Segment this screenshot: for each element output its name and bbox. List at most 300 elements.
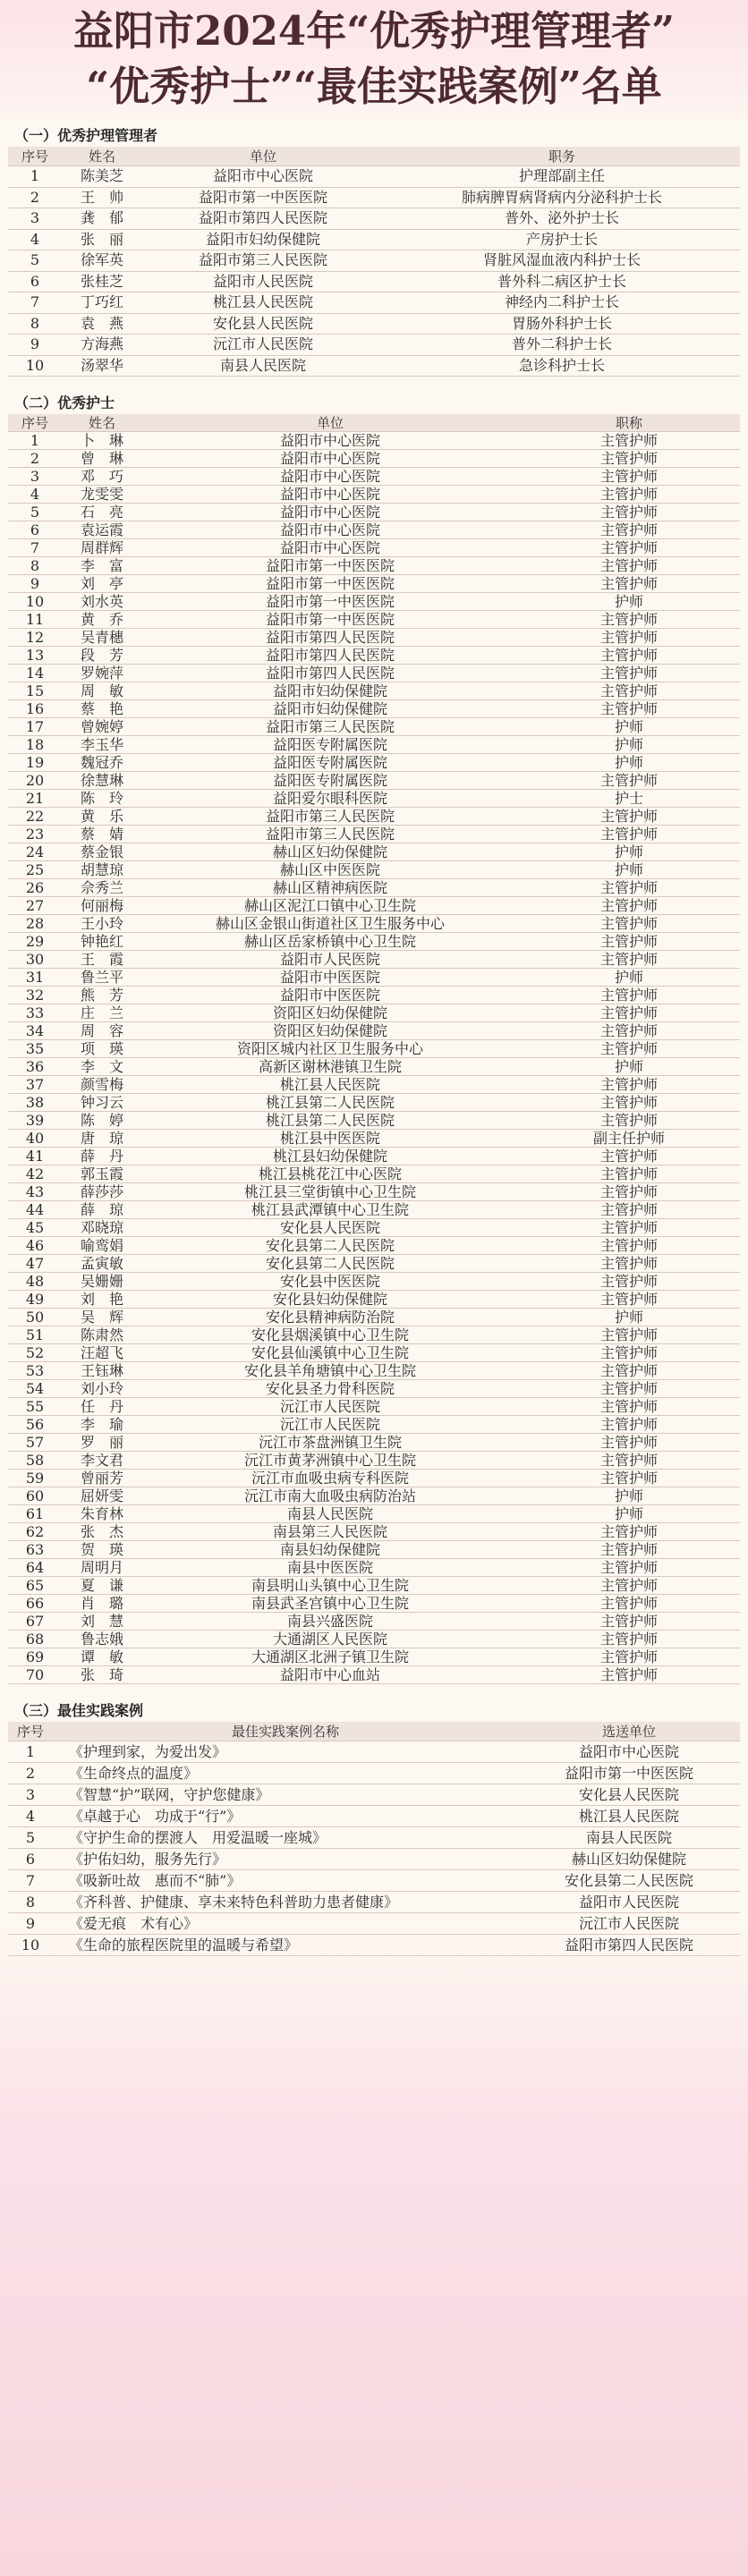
table-cell: 55: [8, 1398, 62, 1416]
table-cell: 护师: [518, 969, 740, 987]
table-cell: 何丽梅: [62, 897, 142, 915]
page-title-line2: “优秀护士”“最佳实践案例”名单: [86, 63, 662, 110]
table-row: [8, 450, 740, 468]
table-cell: 黄 乐: [62, 808, 142, 826]
table-row: [8, 593, 740, 611]
table-cell: 周群辉: [62, 539, 142, 557]
table-cell: 益阳市人民医院: [518, 1892, 740, 1913]
table-cell: 40: [8, 1130, 62, 1148]
table-row: [8, 933, 740, 951]
table-cell: 1: [8, 1741, 53, 1763]
table-cell: 30: [8, 951, 62, 969]
table-cell: 资阳区城内社区卫生服务中心: [142, 1040, 518, 1058]
table-cell: 沅江市黄茅洲镇中心卫生院: [142, 1452, 518, 1470]
table-row: [8, 1763, 740, 1784]
table-row: [8, 1058, 740, 1076]
table-row: [8, 229, 740, 250]
table-row: [8, 682, 740, 700]
table-row: [8, 313, 740, 335]
table-cell: 大通湖区人民医院: [142, 1631, 518, 1648]
table-row: [8, 808, 740, 826]
table-cell: 5: [8, 250, 62, 272]
table-cell: 龙雯雯: [62, 486, 142, 504]
table-cell: 夏 谦: [62, 1577, 142, 1595]
table-cell: 39: [8, 1112, 62, 1130]
table-row: [8, 772, 740, 790]
table-cell: 6: [8, 1849, 53, 1870]
table-cell: 主管护师: [518, 700, 740, 718]
table-cell: 主管护师: [518, 539, 740, 557]
table-row: [8, 1237, 740, 1255]
table-row: [8, 1094, 740, 1112]
table-cell: 56: [8, 1416, 62, 1434]
table-row: [8, 1183, 740, 1201]
table-cell: 3: [8, 208, 62, 230]
table-cell: 郭玉霞: [62, 1165, 142, 1183]
table-cell: 《齐科普、护健康、享未来特色科普助力患者健康》: [53, 1892, 518, 1913]
table-cell: 南县兴盛医院: [142, 1613, 518, 1631]
table-row: [8, 1806, 740, 1827]
table-cell: 32: [8, 987, 62, 1004]
table-cell: 卜 琳: [62, 432, 142, 450]
table-row: [8, 861, 740, 879]
table-cell: 益阳市第一中医医院: [142, 575, 518, 593]
table-cell: 安化县第二人民医院: [142, 1255, 518, 1273]
table-cell: 李 瑜: [62, 1416, 142, 1434]
background-band: [0, 1923, 748, 2576]
table-cell: 主管护师: [518, 557, 740, 575]
table-cell: 益阳市第三人民医院: [142, 718, 518, 736]
table-row: [8, 1935, 740, 1956]
table-cell: 主管护师: [518, 1022, 740, 1040]
table-cell: 熊 芳: [62, 987, 142, 1004]
table-cell: 护师: [518, 1505, 740, 1523]
table-cell: 28: [8, 915, 62, 933]
table-cell: 43: [8, 1183, 62, 1201]
table-cell: 主管护师: [518, 1470, 740, 1487]
table-row: [8, 665, 740, 682]
table-row: [8, 1827, 740, 1849]
table-cell: 50: [8, 1309, 62, 1326]
table-cell: 赫山区泥江口镇中心卫生院: [142, 897, 518, 915]
table-cell: 主管护师: [518, 504, 740, 521]
nurses-table: [8, 414, 740, 1684]
table-cell: 鲁兰平: [62, 969, 142, 987]
table-cell: 魏冠乔: [62, 754, 142, 772]
table-cell: 张 杰: [62, 1523, 142, 1541]
table-cell: 主管护师: [518, 1577, 740, 1595]
table-cell: 1: [8, 432, 62, 450]
table-cell: 王小玲: [62, 915, 142, 933]
table-row: [8, 1130, 740, 1148]
table-cell: 沅江市人民医院: [142, 1416, 518, 1434]
table-cell: 刘 慧: [62, 1613, 142, 1631]
table-cell: 10: [8, 1935, 53, 1956]
table-cell: 8: [8, 1892, 53, 1913]
table-cell: 9: [8, 1913, 53, 1935]
table-cell: 主管护师: [518, 1165, 740, 1183]
table-cell: 李 富: [62, 557, 142, 575]
table-cell: 安化县人民医院: [518, 1784, 740, 1806]
title-banner: [0, 0, 748, 125]
table-cell: 桃江县桃花江中心医院: [142, 1165, 518, 1183]
table-cell: 佘秀兰: [62, 879, 142, 897]
table-cell: 益阳医专附属医院: [142, 772, 518, 790]
table-row: [8, 879, 740, 897]
table-cell: 大通湖区北洲子镇卫生院: [142, 1648, 518, 1666]
table-cell: 22: [8, 808, 62, 826]
table-cell: 31: [8, 969, 62, 987]
table-cell: 薛 丹: [62, 1148, 142, 1165]
table-cell: 主管护师: [518, 1219, 740, 1237]
table-cell: 主管护师: [518, 1004, 740, 1022]
table-cell: 益阳市第一中医医院: [518, 1763, 740, 1784]
table-cell: 桃江县人民医院: [518, 1806, 740, 1827]
table-row: [8, 1076, 740, 1094]
table-row: [8, 629, 740, 647]
table-cell: 张桂芝: [62, 271, 142, 292]
table-row: [8, 1849, 740, 1870]
table-cell: 51: [8, 1326, 62, 1344]
table-row: [8, 1741, 740, 1763]
table-cell: 方海燕: [62, 335, 142, 356]
table-row: [8, 915, 740, 933]
table-cell: 4: [8, 229, 62, 250]
table-cell: 主管护师: [518, 1613, 740, 1631]
table-cell: 薛 琼: [62, 1201, 142, 1219]
table-row: [8, 1326, 740, 1344]
table-cell: 主管护师: [518, 1148, 740, 1165]
table-cell: 桃江县武潭镇中心卫生院: [142, 1201, 518, 1219]
table-cell: 沅江市人民医院: [518, 1913, 740, 1935]
table-cell: 护师: [518, 1058, 740, 1076]
table-cell: 主管护师: [518, 1326, 740, 1344]
column-header: 序号: [8, 414, 62, 432]
table-cell: 吴姗姗: [62, 1273, 142, 1291]
table-cell: 安化县圣力骨科医院: [142, 1380, 518, 1398]
table-cell: 24: [8, 843, 62, 861]
table-row: [8, 1559, 740, 1577]
table-cell: 朱育林: [62, 1505, 142, 1523]
table-cell: 主管护师: [518, 1255, 740, 1273]
table-cell: 桃江县第二人民医院: [142, 1112, 518, 1130]
table-cell: 赫山区金银山街道社区卫生服务中心: [142, 915, 518, 933]
column-header: 姓名: [62, 414, 142, 432]
table-cell: 25: [8, 861, 62, 879]
table-cell: 主管护师: [518, 575, 740, 593]
table-cell: 罗 丽: [62, 1434, 142, 1452]
table-row: [8, 1613, 740, 1631]
table-cell: 主管护师: [518, 915, 740, 933]
table-cell: 袁 燕: [62, 313, 142, 335]
table-cell: 护师: [518, 754, 740, 772]
table-cell: 主管护师: [518, 1291, 740, 1309]
table-cell: 主管护师: [518, 1201, 740, 1219]
column-header: 序号: [8, 147, 62, 166]
table-row: [8, 1004, 740, 1022]
table-cell: 刘 艳: [62, 1291, 142, 1309]
table-cell: 护师: [518, 861, 740, 879]
table-cell: 47: [8, 1255, 62, 1273]
table-row: [8, 611, 740, 629]
table-cell: 桃江县三堂街镇中心卫生院: [142, 1183, 518, 1201]
table-cell: 44: [8, 1201, 62, 1219]
table-cell: 赫山区妇幼保健院: [142, 843, 518, 861]
table-row: [8, 1505, 740, 1523]
table-cell: 蔡 艳: [62, 700, 142, 718]
table-cell: 46: [8, 1237, 62, 1255]
table-cell: 主管护师: [518, 897, 740, 915]
column-header: 姓名: [62, 147, 142, 166]
table-row: [8, 468, 740, 486]
table-cell: 普外、泌外护士长: [384, 208, 740, 230]
table-cell: 安化县人民医院: [142, 1219, 518, 1237]
table-row: [8, 1913, 740, 1935]
table-cell: 《智慧“护”联网，守护您健康》: [53, 1784, 518, 1806]
table-cell: 蔡 婧: [62, 826, 142, 843]
table-cell: 益阳市中医医院: [142, 969, 518, 987]
table-cell: 54: [8, 1380, 62, 1398]
table-row: [8, 486, 740, 504]
table-cell: 王 帅: [62, 187, 142, 208]
table-cell: 9: [8, 575, 62, 593]
table-cell: 主管护师: [518, 1648, 740, 1666]
column-header: 职称: [518, 414, 740, 432]
table-row: [8, 539, 740, 557]
table-cell: 主管护师: [518, 629, 740, 647]
table-cell: 20: [8, 772, 62, 790]
table-row: [8, 521, 740, 539]
table-row: [8, 1487, 740, 1505]
table-row: [8, 843, 740, 861]
table-cell: 吴青穗: [62, 629, 142, 647]
table-cell: 屈妍雯: [62, 1487, 142, 1505]
table-cell: 主管护师: [518, 1112, 740, 1130]
table-row: [8, 575, 740, 593]
table-row: [8, 736, 740, 754]
table-cell: 护师: [518, 593, 740, 611]
table-cell: 主管护师: [518, 951, 740, 969]
table-cell: 64: [8, 1559, 62, 1577]
table-cell: 沅江市血吸虫病专科医院: [142, 1470, 518, 1487]
table-cell: 资阳区妇幼保健院: [142, 1004, 518, 1022]
table-cell: 安化县人民医院: [142, 313, 384, 335]
table-cell: 70: [8, 1666, 62, 1684]
table-cell: 钟艳红: [62, 933, 142, 951]
section1-heading: （一）优秀护理管理者: [14, 127, 158, 144]
table-cell: 主管护师: [518, 1523, 740, 1541]
table-row: [8, 647, 740, 665]
table-cell: 益阳市中心医院: [142, 166, 384, 188]
table-cell: 护师: [518, 718, 740, 736]
table-cell: 《卓越于心 功成于“行”》: [53, 1806, 518, 1827]
table-cell: 68: [8, 1631, 62, 1648]
table-cell: 主管护师: [518, 450, 740, 468]
table-cell: 益阳市妇幼保健院: [142, 700, 518, 718]
table-cell: 安化县妇幼保健院: [142, 1291, 518, 1309]
table-cell: 益阳市中心医院: [142, 486, 518, 504]
table-cell: 吴 辉: [62, 1309, 142, 1326]
table-row: [8, 1577, 740, 1595]
table-cell: 胡慧琼: [62, 861, 142, 879]
column-header: 序号: [8, 1722, 53, 1741]
table-cell: 邓 巧: [62, 468, 142, 486]
table-cell: 张 丽: [62, 229, 142, 250]
table-row: [8, 1309, 740, 1326]
table-cell: 副主任护师: [518, 1130, 740, 1148]
table-cell: 主管护师: [518, 933, 740, 951]
table-cell: 62: [8, 1523, 62, 1541]
table-cell: 益阳市第三人民医院: [142, 250, 384, 272]
table-cell: 蔡金银: [62, 843, 142, 861]
table-row: [8, 1291, 740, 1309]
table-cell: 53: [8, 1362, 62, 1380]
table-row: [8, 718, 740, 736]
table-cell: 护师: [518, 736, 740, 754]
table-cell: 曾 琳: [62, 450, 142, 468]
table-cell: 桃江县妇幼保健院: [142, 1148, 518, 1165]
table-cell: 徐军英: [62, 250, 142, 272]
table-row: [8, 951, 740, 969]
table-cell: 益阳市中心医院: [142, 450, 518, 468]
table-cell: 石 亮: [62, 504, 142, 521]
table-cell: 护师: [518, 843, 740, 861]
table-cell: 陈 婷: [62, 1112, 142, 1130]
table-cell: 主管护师: [518, 1631, 740, 1648]
table-row: [8, 1165, 740, 1183]
table-cell: 41: [8, 1148, 62, 1165]
column-header: 单位: [142, 414, 518, 432]
table-cell: 5: [8, 504, 62, 521]
table-cell: 8: [8, 557, 62, 575]
table-cell: 薛莎莎: [62, 1183, 142, 1201]
table-cell: 孟寅敏: [62, 1255, 142, 1273]
table-cell: 益阳市妇幼保健院: [142, 682, 518, 700]
table-row: [8, 1255, 740, 1273]
table-cell: 18: [8, 736, 62, 754]
table-cell: 主管护师: [518, 1434, 740, 1452]
table-cell: 桃江县人民医院: [142, 292, 384, 314]
table-cell: 69: [8, 1648, 62, 1666]
table-cell: 邓晓琼: [62, 1219, 142, 1237]
table-cell: 7: [8, 539, 62, 557]
table-cell: 63: [8, 1541, 62, 1559]
table-cell: 57: [8, 1434, 62, 1452]
table-cell: 12: [8, 629, 62, 647]
table-cell: 李文君: [62, 1452, 142, 1470]
table-cell: 周 容: [62, 1022, 142, 1040]
table-cell: 沅江市人民医院: [142, 335, 384, 356]
table-cell: 主管护师: [518, 1595, 740, 1613]
table-cell: 6: [8, 271, 62, 292]
table-cell: 谭 敏: [62, 1648, 142, 1666]
table-cell: 2: [8, 187, 62, 208]
table-cell: 沅江市茶盘洲镇卫生院: [142, 1434, 518, 1452]
table-cell: 58: [8, 1452, 62, 1470]
table-cell: 14: [8, 665, 62, 682]
table-cell: 益阳市中医医院: [142, 987, 518, 1004]
table-cell: 赫山区岳家桥镇中心卫生院: [142, 933, 518, 951]
table-row: [8, 1595, 740, 1613]
table-row: [8, 1112, 740, 1130]
table-cell: 鲁志娥: [62, 1631, 142, 1648]
table-cell: 喻鸾娟: [62, 1237, 142, 1255]
table-cell: 主管护师: [518, 1452, 740, 1470]
table-cell: 钟习云: [62, 1094, 142, 1112]
table-row: [8, 754, 740, 772]
table-cell: 赫山区妇幼保健院: [518, 1849, 740, 1870]
table-cell: 主管护师: [518, 1076, 740, 1094]
page-title-line1: 益阳市2024年“优秀护理管理者”: [72, 7, 675, 55]
table-cell: 沅江市南大血吸虫病防治站: [142, 1487, 518, 1505]
table-cell: 17: [8, 718, 62, 736]
table-cell: 南县中医医院: [142, 1559, 518, 1577]
table-cell: 安化县中医医院: [142, 1273, 518, 1291]
table-row: [8, 335, 740, 356]
table-row: [8, 1022, 740, 1040]
table-cell: 刘水英: [62, 593, 142, 611]
table-cell: 刘 亭: [62, 575, 142, 593]
table-cell: 赫山区精神病医院: [142, 879, 518, 897]
table-cell: 益阳市中心医院: [142, 504, 518, 521]
table-cell: 益阳市第四人民医院: [142, 665, 518, 682]
table-row: [8, 1631, 740, 1648]
table-cell: 汤翠华: [62, 355, 142, 377]
table-cell: 主管护师: [518, 1416, 740, 1434]
section2-heading: （二）优秀护士: [14, 394, 115, 411]
table-row: [8, 700, 740, 718]
table-cell: 67: [8, 1613, 62, 1631]
table-cell: 南县武圣宫镇中心卫生院: [142, 1595, 518, 1613]
table-row: [8, 1273, 740, 1291]
table-cell: 益阳市第三人民医院: [142, 826, 518, 843]
table-row: [8, 1380, 740, 1398]
table-row: [8, 1452, 740, 1470]
table-cell: 汪超飞: [62, 1344, 142, 1362]
table-cell: 主管护师: [518, 432, 740, 450]
table-cell: 1: [8, 166, 62, 188]
table-cell: 益阳市第一中医医院: [142, 187, 384, 208]
table-row: [8, 504, 740, 521]
table-cell: 李玉华: [62, 736, 142, 754]
column-header: 最佳实践案例名称: [53, 1722, 518, 1741]
table-row: [8, 897, 740, 915]
table-cell: 安化县羊角塘镇中心卫生院: [142, 1362, 518, 1380]
table-cell: 16: [8, 700, 62, 718]
table-cell: 48: [8, 1273, 62, 1291]
table-cell: 产房护士长: [384, 229, 740, 250]
table-cell: 主管护师: [518, 682, 740, 700]
table-cell: 4: [8, 1806, 53, 1827]
table-cell: 南县明山头镇中心卫生院: [142, 1577, 518, 1595]
table-cell: 肖 璐: [62, 1595, 142, 1613]
table-cell: 益阳医专附属医院: [142, 754, 518, 772]
table-cell: 52: [8, 1344, 62, 1362]
table-row: [8, 1784, 740, 1806]
table-cell: 益阳市中心医院: [142, 468, 518, 486]
table-cell: 60: [8, 1487, 62, 1505]
table-cell: 益阳市中心医院: [142, 539, 518, 557]
table-cell: 沅江市人民医院: [142, 1398, 518, 1416]
managers-table: [8, 147, 740, 377]
table-cell: 赫山区中医医院: [142, 861, 518, 879]
table-row: [8, 1201, 740, 1219]
table-cell: 黄 乔: [62, 611, 142, 629]
table-cell: 36: [8, 1058, 62, 1076]
table-cell: 23: [8, 826, 62, 843]
table-cell: 49: [8, 1291, 62, 1309]
table-cell: 安化县烟溪镇中心卫生院: [142, 1326, 518, 1344]
